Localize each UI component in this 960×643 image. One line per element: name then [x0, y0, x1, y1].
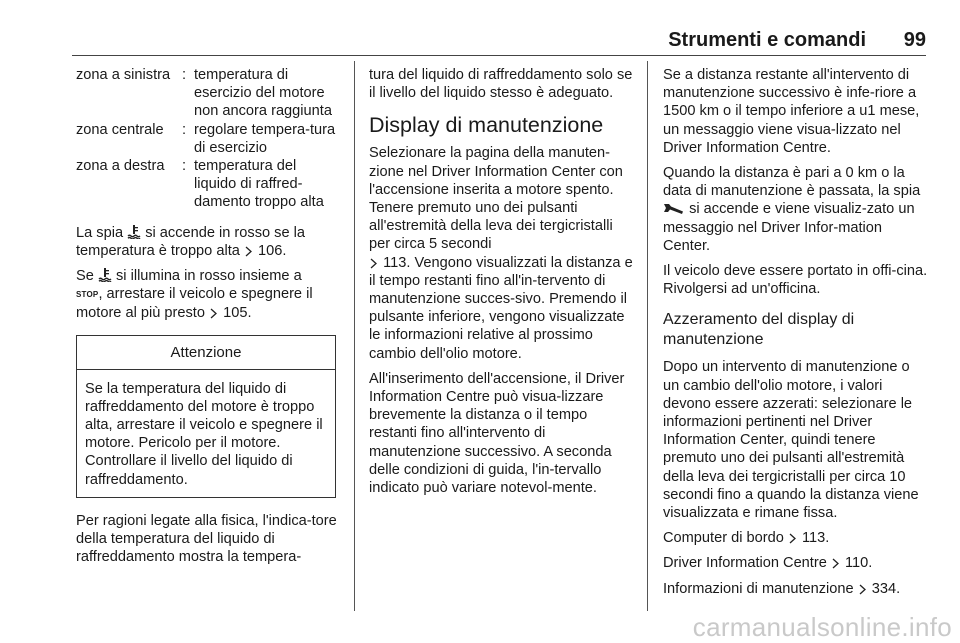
paragraph-ignition: All'inserimento dell'accensione, il Driver Information Centre può visua-lizzare brevemente la distanza o il tempo restanti fino all'intervento di manutenzione successivo. A seconda delle condizioni di guida, l'in-tervallo indicato può variare notevol-mente. [369, 370, 625, 497]
warning-title: Attenzione [77, 336, 335, 370]
page-reference-arrow-icon [858, 584, 868, 595]
page-reference-arrow-icon [369, 258, 379, 269]
page-ref: 106. [258, 242, 287, 259]
definition-desc: regolare tempera-tura di esercizio [194, 121, 336, 156]
page-header [72, 28, 928, 52]
paragraph-remaining: Se a distanza restante all'intervento di manutenzione successivo è infe-riore a 1500 km o il tempo inferiore a u1 mese, un messaggio viene visua-lizzato nel Driver Information Centre. [663, 67, 920, 156]
text: Se [76, 268, 94, 285]
definition-separator: : [182, 121, 187, 138]
column-3 [663, 66, 929, 605]
paragraph-warning-light [76, 224, 340, 260]
page-ref: 113. [383, 254, 411, 271]
stop-icon: STOP [76, 290, 99, 300]
text: La spia [76, 224, 124, 241]
paragraph-physics: Per ragioni legate alla fisica, l'indica-tore della temperatura del liquido di raffreddamento mostra la tempera- [76, 512, 337, 566]
definition-row [76, 157, 340, 212]
text: Vengono visualizzati la distanza e il tempo restanti fino all'in-tervento di manutenzione succes-sivo. Premendo il pulsante inferiore, vengono visualizzate le informazioni relative al prossimo cambio dell'olio motore. [369, 254, 633, 362]
ref-text: Driver Information Centre [663, 555, 827, 572]
warning-box [76, 335, 336, 498]
column-divider-1 [354, 61, 355, 611]
definition-term: zona a sinistra [76, 67, 171, 83]
cross-reference [663, 529, 929, 547]
page-number: 99 [903, 29, 926, 51]
paragraph-service-select [369, 144, 633, 362]
heading-reset-display: Azzeramento del display di manutenzione [663, 311, 855, 349]
definition-desc: temperatura di esercizio del motore non ancora raggiunta [194, 67, 332, 120]
page-ref: 113. [802, 530, 830, 547]
definition-term: zona a destra [76, 158, 165, 175]
text: , arrestare il veicolo e spegnere il motore al più presto [76, 286, 313, 322]
paragraph-stop [76, 267, 340, 323]
page-reference-arrow-icon [244, 246, 254, 257]
column-2 [369, 66, 633, 504]
section-title: Strumenti e comandi [668, 29, 866, 51]
definition-table [76, 66, 340, 212]
column-divider-2 [647, 61, 648, 611]
coolant-temperature-icon [127, 224, 141, 239]
text: si accende e viene visualiz-zato un messaggio nel Driver Infor-mation Center. [663, 201, 915, 254]
page-ref: 334. [871, 580, 901, 597]
cross-reference [663, 580, 929, 598]
paragraph-reset: Dopo un intervento di manutenzione o un cambio dell'olio motore, i valori devono essere azzerati: selezionare le informazioni pertinenti nel Driver Information Center, quindi tenere premuto uno dei pulsanti all'estremità della leva dei tergicristalli per circa 10 secondi fino a quando la distanza viene visualizzata e rimane fissa. [663, 359, 919, 522]
paragraph-workshop: Il veicolo deve essere portato in offi-cina. Rivolgersi ad un'officina. [663, 263, 928, 298]
page-ref: 105. [223, 305, 252, 322]
definition-desc: temperatura del liquido di raffred-damento troppo alta [194, 158, 324, 211]
definition-separator: : [182, 158, 187, 175]
text: Selezionare la pagina della manuten-zione nel Driver Information Center con l'accensione inserita a motore spento. Tenere premuto uno dei pulsanti all'estremità della leva dei tergicristalli per circa 5 secondi [369, 145, 623, 253]
page-reference-arrow-icon [788, 533, 798, 544]
wrench-icon [663, 201, 685, 215]
column-1 [76, 66, 340, 573]
paragraph-zero-km [663, 164, 929, 255]
text: Quando la distanza è pari a 0 km o la data di manutenzione è passata, la spia [663, 165, 921, 200]
definition-separator: : [182, 67, 187, 83]
coolant-temperature-icon [98, 267, 112, 282]
page-reference-arrow-icon [209, 308, 219, 319]
header-rule [72, 55, 926, 56]
definition-row [76, 66, 340, 121]
ref-text: Computer di bordo [663, 530, 784, 547]
cross-reference [663, 554, 929, 572]
definition-row [76, 121, 340, 157]
page-ref: 110. [844, 555, 873, 572]
text: si accende in rosso se la temperatura è troppo alta [76, 224, 305, 259]
definition-term: zona centrale [76, 121, 164, 138]
warning-body: Se la temperatura del liquido di raffreddamento del motore è troppo alta, arrestare il veicolo e spegnere il motore. Pericolo per il motore. Controllare il livello del liquido di raffreddamento. [85, 380, 323, 488]
watermark: carmanualsonline.info [692, 612, 952, 642]
paragraph-continued: tura del liquido di raffreddamento solo se il livello del liquido stesso è adeguato. [369, 67, 633, 102]
ref-text: Informazioni di manutenzione [663, 580, 854, 597]
heading-service-display: Display di manutenzione [369, 113, 604, 138]
text: si illumina in rosso insieme a [115, 268, 302, 285]
page-reference-arrow-icon [831, 558, 841, 569]
